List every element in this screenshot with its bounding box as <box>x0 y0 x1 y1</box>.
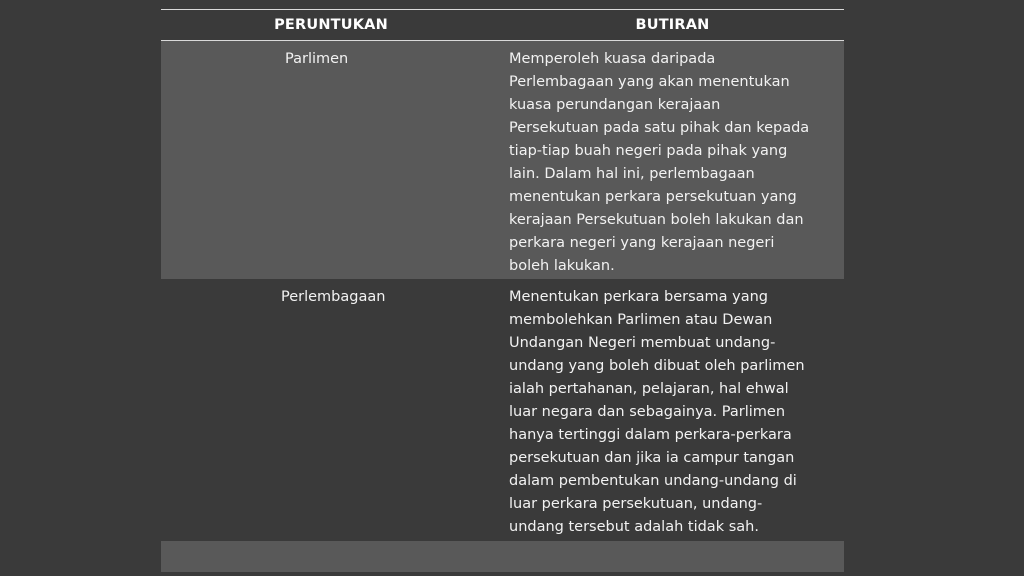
header-peruntukan: PERUNTUKAN <box>274 17 388 33</box>
table-header-row <box>161 10 844 41</box>
content-table <box>161 9 844 572</box>
row-label: Perlembagaan <box>281 289 386 305</box>
row-description <box>509 541 844 572</box>
row-description: Menentukan perkara bersama yang membolehkan Parlimen atau Dewan Undangan Negeri membuat undang- undang yang boleh dibuat oleh parlimen ialah pertahanan, pelajaran, hal ehwal luar negara dan sebagainya. Parlimen hanya tertinggi dalam perkara-perkara persekutuan dan jika ia campur tangan dalam pembentukan undang-undang di luar perkara persekutuan, undang- undang tersebut adalah tidak sah. <box>509 289 805 535</box>
table-row <box>161 41 844 279</box>
header-butiran: BUTIRAN <box>635 17 710 33</box>
table-row <box>161 279 844 541</box>
row-description: Memperoleh kuasa daripada Perlembagaan yang akan menentukan kuasa perundangan kerajaan Persekutuan pada satu pihak dan kepada tiap-tiap buah negeri pada pihak yang lain. Dalam hal ini, perlembagaan menentukan perkara persekutuan yang kerajaan Persekutuan boleh lakukan dan perkara negeri yang kerajaan negeri boleh lakukan. <box>509 51 810 274</box>
table-row <box>161 541 844 572</box>
row-label: Parlimen <box>285 51 349 67</box>
row-label <box>161 541 509 572</box>
